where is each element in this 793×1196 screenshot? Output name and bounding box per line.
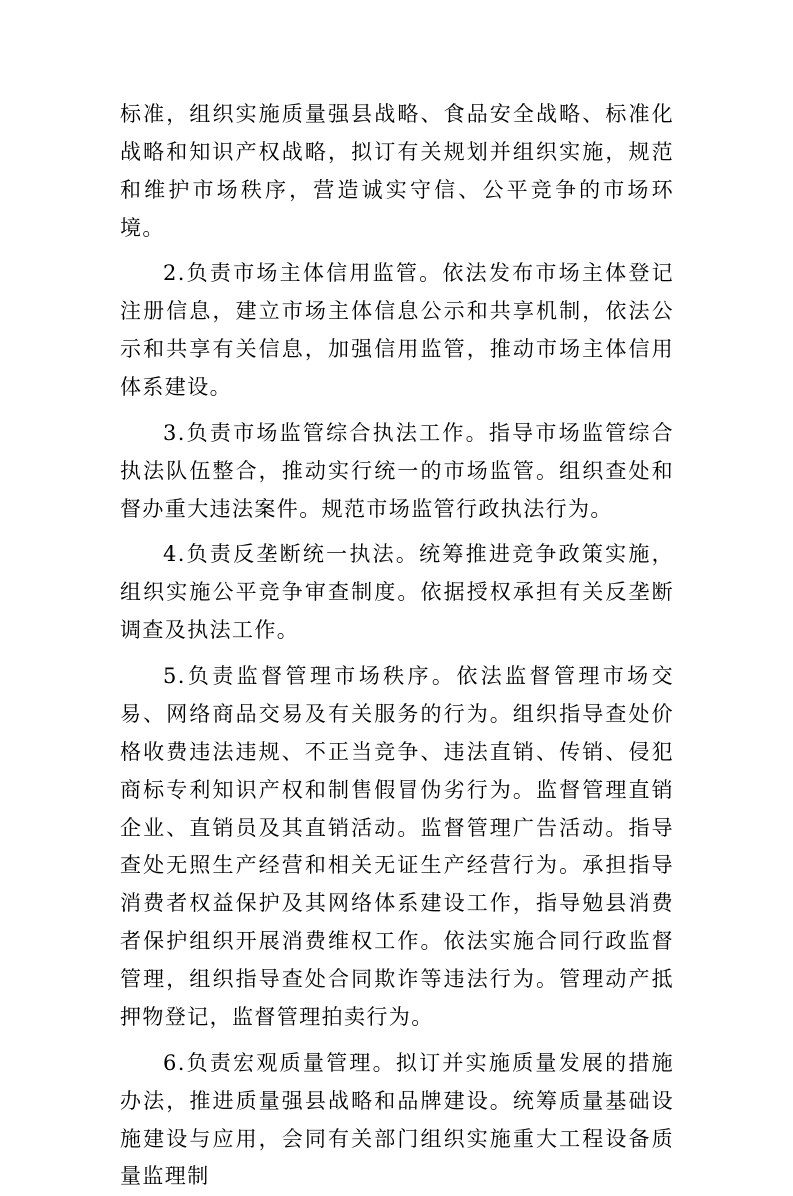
paragraph-item-4: 4.负责反垄断统一执法。统筹推进竞争政策实施，组织实施公平竞争审查制度。依据授权承担有关反垄断调查及执法工作。: [120, 542, 674, 643]
paragraph-continuation: 标准，组织实施质量强县战略、食品安全战略、标准化战略和知识产权战略，拟订有关规划并组织实施，规范和维护市场秩序，营造诚实守信、公平竞争的市场环境。: [120, 102, 674, 240]
document-body: [120, 96, 674, 1196]
paragraph-item-5: 5.负责监督管理市场秩序。依法监督管理市场交易、网络商品交易及有关服务的行为。组织指导查处价格收费违法违规、不正当竞争、违法直销、传销、侵犯商标专利知识产权和制售假冒伪劣行为。监督管理直销企业、直销员及其直销活动。监督管理广告活动。指导查处无照生产经营和相关无证生产经营行为。承担指导消费者权益保护及其网络体系建设工作，指导勉县消费者保护组织开展消费维权工作。依法实施合同行政监督管理，组织指导查处合同欺诈等违法行为。管理动产抵押物登记，监督管理拍卖行为。: [120, 663, 674, 1030]
paragraph-item-6: 6.负责宏观质量管理。拟订并实施质量发展的措施办法，推进质量强县战略和品牌建设。统筹质量基础设施建设与应用，会同有关部门组织实施重大工程设备质量监理制: [120, 1050, 674, 1189]
paragraph-item-3: 3.负责市场监管综合执法工作。指导市场监管综合执法队伍整合，推动实行统一的市场监管。组织查处和督办重大违法案件。规范市场监管行政执法行为。: [120, 420, 674, 521]
paragraph-item-2: 2.负责市场主体信用监管。依法发布市场主体登记注册信息，建立市场主体信息公示和共享机制，依法公示和共享有关信息，加强信用监管，推动市场主体信用体系建设。: [120, 261, 674, 400]
